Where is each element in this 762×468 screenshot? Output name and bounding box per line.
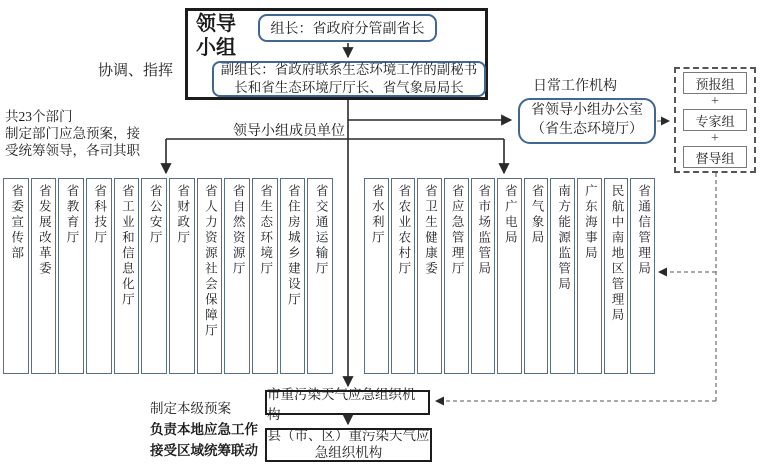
member-units-right-group <box>364 178 655 374</box>
department-box <box>524 178 549 374</box>
department-box <box>224 178 250 374</box>
department-box <box>3 178 29 374</box>
department-box <box>86 178 112 374</box>
department-box <box>141 178 167 374</box>
department-box <box>550 178 575 374</box>
department-box <box>391 178 416 374</box>
department-box <box>417 178 442 374</box>
local-note-line3: 接受区域统筹联动 <box>150 443 258 458</box>
office-line1: 省领导小组办公室 <box>531 103 643 119</box>
department-label: 省气象局 <box>530 184 545 246</box>
county-org-line1: 县（市、区）重污染天气应 <box>267 428 430 444</box>
supervision-group-box: 督导组 <box>683 146 747 168</box>
department-label: 省财政厅 <box>175 184 190 246</box>
plus-sign: + <box>711 131 719 146</box>
departments-note-line1: 共23个部门 <box>5 109 73 124</box>
department-label: 广东海事局 <box>583 184 598 262</box>
department-label: 省住房城乡建设厅 <box>286 184 301 308</box>
member-units-label: 领导小组成员单位 <box>231 120 347 140</box>
department-label: 省水利厅 <box>370 184 385 246</box>
department-label: 省公安厅 <box>148 184 163 246</box>
department-box <box>471 178 496 374</box>
department-box <box>58 178 84 374</box>
local-note-line1: 制定本级预案 <box>150 401 231 416</box>
department-label: 省委宣传部 <box>9 184 24 262</box>
department-label: 省应急管理厅 <box>450 184 465 277</box>
department-label: 省市场监管局 <box>476 184 491 277</box>
deputy-line1: 副组长：省政府联系生态环境工作的副秘书 <box>220 62 478 78</box>
department-box <box>577 178 602 374</box>
department-box <box>31 178 57 374</box>
deputy-leader-box <box>212 61 486 97</box>
department-label: 南方能源监管局 <box>556 184 571 293</box>
department-label: 省卫生健康委 <box>423 184 438 277</box>
department-box <box>197 178 223 374</box>
department-box <box>280 178 306 374</box>
plus-sign: + <box>711 94 719 109</box>
city-emergency-org-box: 市重污染天气应急组织机构 <box>265 390 430 415</box>
local-note-line2: 负责本地应急工作 <box>150 422 258 437</box>
department-label: 省发展改革委 <box>37 184 52 277</box>
department-box <box>114 178 140 374</box>
department-label: 省科技厅 <box>92 184 107 246</box>
department-box <box>604 178 629 374</box>
department-box <box>497 178 522 374</box>
department-box <box>307 178 333 374</box>
forecast-group-box: 预报组 <box>683 72 747 94</box>
departments-note <box>5 108 140 159</box>
department-box <box>252 178 278 374</box>
coordinate-command-label: 协调、指挥 <box>98 63 174 79</box>
department-label: 省交通运输厅 <box>314 184 329 277</box>
department-label: 省教育厅 <box>65 184 80 246</box>
department-box <box>364 178 389 374</box>
leader-group-office-box <box>518 98 656 144</box>
department-box <box>630 178 655 374</box>
expert-group-box: 专家组 <box>683 109 747 131</box>
county-org-line2: 急组织机构 <box>314 445 383 460</box>
departments-note-line2: 制定部门应急预案，接 <box>5 126 140 141</box>
task-groups-box <box>674 67 756 173</box>
department-label: 省生态环境厅 <box>258 184 273 277</box>
group-leader-box: 组长：省政府分管副省长 <box>258 14 437 42</box>
department-label: 省农业农村厅 <box>396 184 411 277</box>
department-label: 省通信管理局 <box>636 184 651 277</box>
departments-note-line3: 受统筹领导，各司其职 <box>5 143 140 158</box>
department-label: 省人力资源社会保障厅 <box>203 184 218 339</box>
county-emergency-org-box <box>265 428 432 462</box>
department-box <box>444 178 469 374</box>
leader-group-title: 领导小组 <box>196 13 236 59</box>
department-label: 省工业和信息化厅 <box>120 184 135 308</box>
department-label: 民航中南地区管理局 <box>609 184 624 324</box>
local-note <box>150 398 258 461</box>
department-box <box>169 178 195 374</box>
department-label: 省自然资源厅 <box>231 184 246 277</box>
department-label: 省广电局 <box>503 184 518 246</box>
office-line2: （省生态环境厅） <box>531 122 643 137</box>
deputy-line2: 长和省生态环境厅厅长、省气象局局长 <box>234 80 464 95</box>
daily-work-label: 日常工作机构 <box>533 79 617 94</box>
member-units-left-group <box>3 178 333 374</box>
